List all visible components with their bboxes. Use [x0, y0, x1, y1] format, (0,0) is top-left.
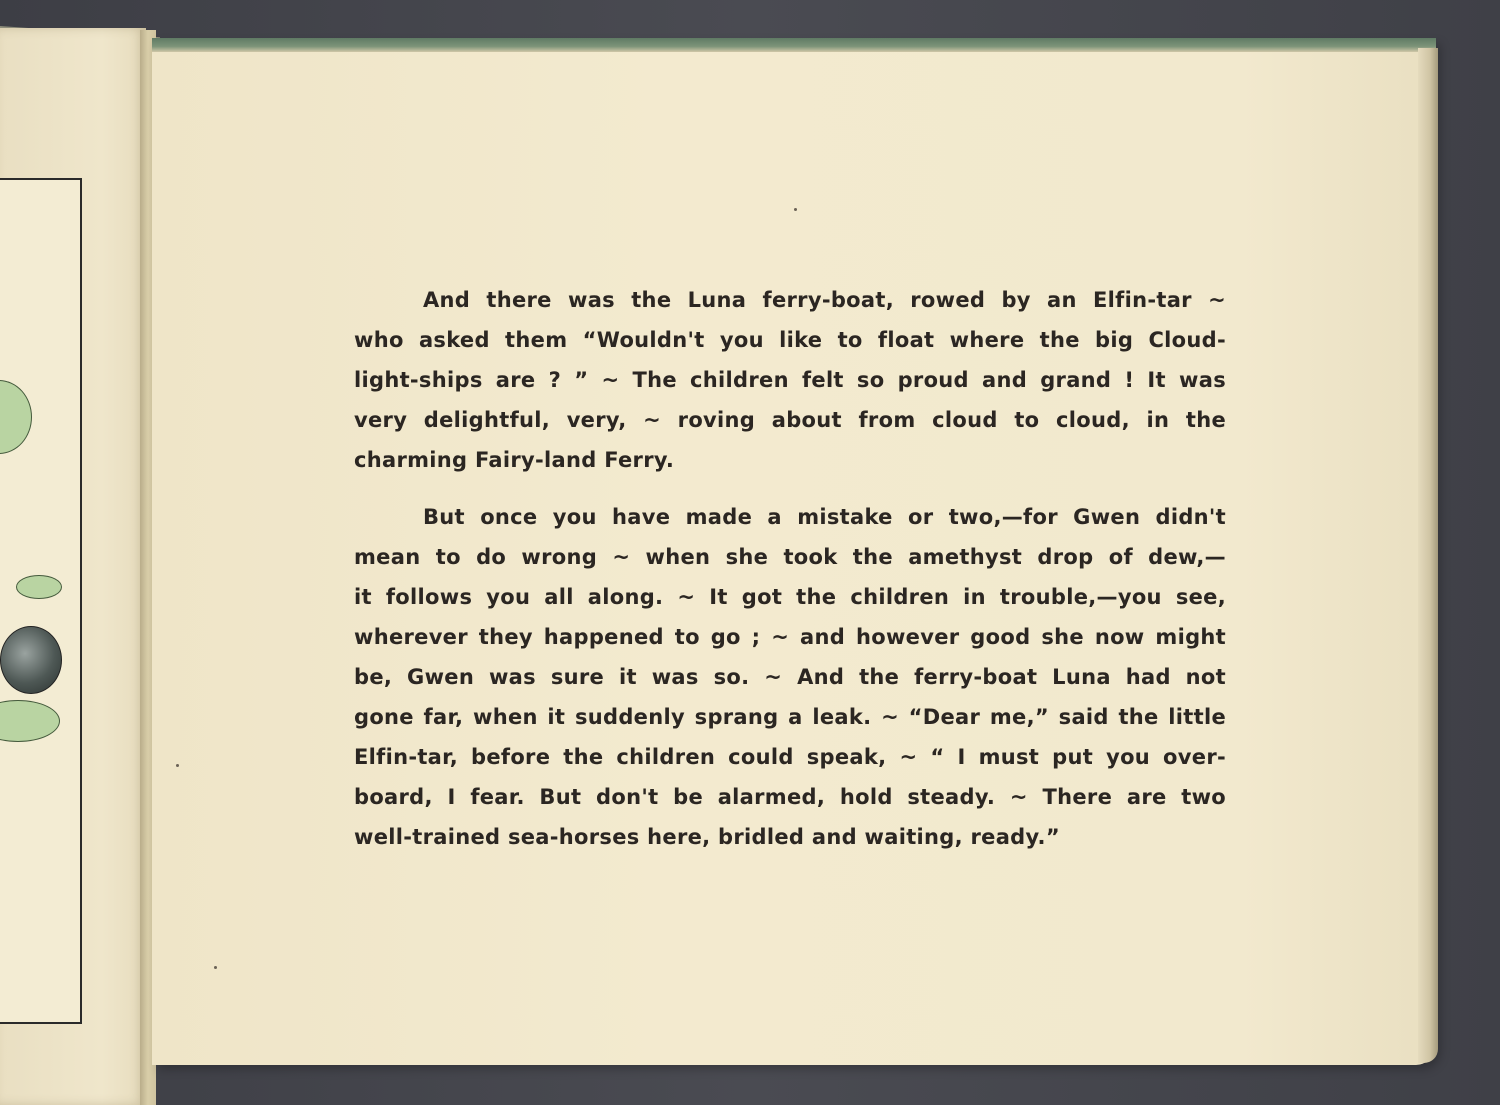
paragraph-gap: [354, 480, 1226, 497]
text-line: Elfin-tar, before the children could speak, ~ “ I must put you over-: [354, 745, 1226, 769]
paper-speck: [176, 764, 179, 767]
page-text: [354, 280, 1226, 857]
paragraph-1: [354, 280, 1226, 480]
cloud-illustration-top: [0, 380, 32, 454]
paper-speck: [214, 966, 217, 969]
globe-icon: [0, 626, 62, 694]
text-line: very delightful, very, ~ roving about from cloud to cloud, in the: [354, 408, 1226, 432]
top-binding-edge: [152, 38, 1436, 52]
text-line: But once you have made a mistake or two,—for Gwen didn't: [423, 505, 1226, 529]
text-line: gone far, when it suddenly sprang a leak. ~ “Dear me,” said the little: [354, 705, 1226, 729]
cloud-illustration-mid: [16, 575, 62, 599]
text-line: who asked them “Wouldn't you like to float where the big Cloud-: [354, 328, 1226, 352]
text-line: well-trained sea-horses here, bridled and waiting, ready.”: [354, 825, 1060, 849]
text-line: be, Gwen was sure it was so. ~ And the ferry-boat Luna had not: [354, 665, 1226, 689]
page-edge: [1418, 48, 1438, 1063]
text-line: mean to do wrong ~ when she took the amethyst drop of dew,—: [354, 545, 1226, 569]
text-line: light-ships are ? ” ~ The children felt so proud and grand ! It was: [354, 368, 1226, 392]
text-line: charming Fairy-land Ferry.: [354, 448, 675, 472]
text-line: And there was the Luna ferry-boat, rowed by an Elfin-tar ~: [423, 288, 1226, 312]
text-line: it follows you all along. ~ It got the children in trouble,—you see,: [354, 585, 1226, 609]
illustration-frame: [0, 178, 82, 1024]
paragraph-2: [354, 497, 1226, 857]
text-line: board, I fear. But don't be alarmed, hold steady. ~ There are two: [354, 785, 1226, 809]
left-page: [0, 28, 146, 1105]
text-line: wherever they happened to go ; ~ and however good she now might: [354, 625, 1226, 649]
paper-speck: [794, 208, 797, 211]
